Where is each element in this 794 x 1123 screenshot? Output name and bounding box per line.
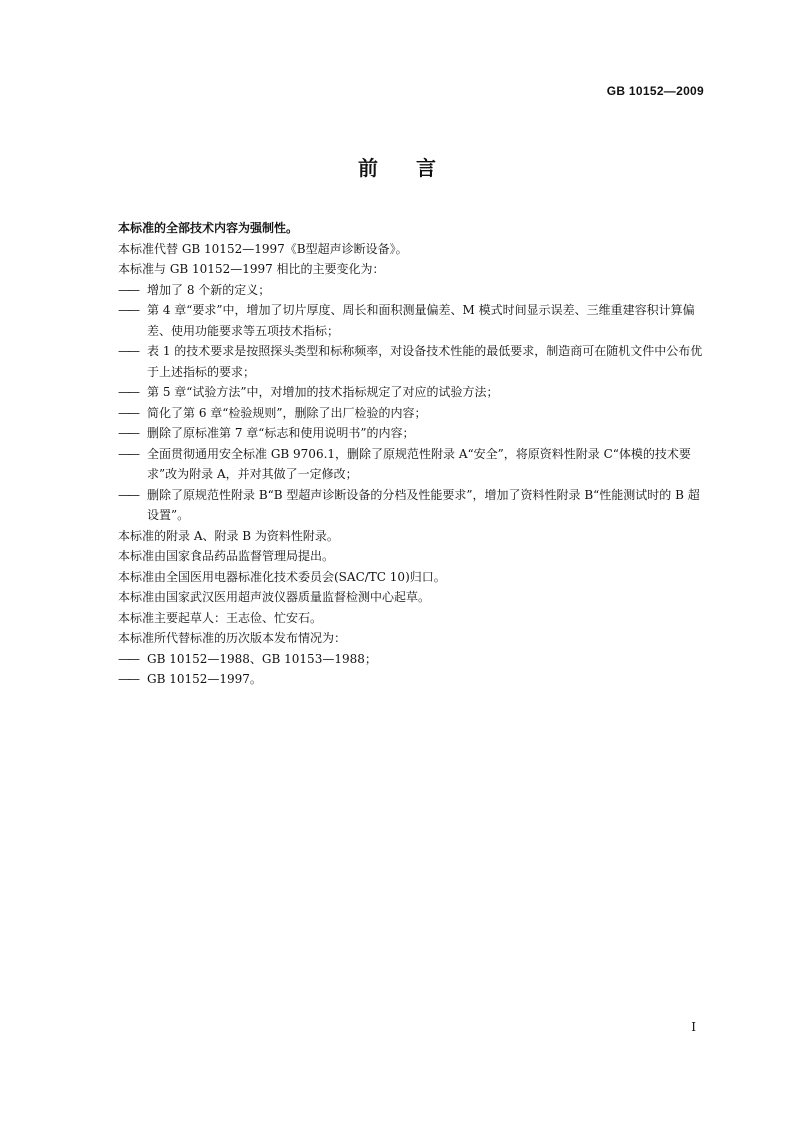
changes-intro: 本标准与 GB 10152—1997 相比的主要变化为： [118, 262, 385, 276]
dash-marker: —— [118, 344, 138, 358]
change-item-text: 增加了 8 个新的定义； [147, 282, 271, 297]
dash-marker: —— [118, 426, 138, 440]
change-item [118, 280, 710, 301]
history-item-text: GB 10152—1988、GB 10153—1988； [147, 651, 377, 666]
page-number: I [691, 1020, 696, 1034]
change-item-text: 删除了原标准第 7 章“标志和使用说明书”的内容； [147, 426, 415, 440]
change-item [118, 444, 710, 485]
dash-marker: —— [118, 651, 138, 666]
change-item-text: 简化了第 6 章“检验规则”，删除了出厂检验的内容； [147, 405, 427, 420]
history-item [118, 669, 710, 690]
page-title: 前言 [358, 156, 474, 180]
dash-marker: —— [118, 446, 138, 461]
change-item [118, 485, 710, 526]
change-item [118, 403, 710, 424]
drafter-org-statement: 本标准由国家武汉医用超声波仪器质量监督检测中心起草。 [118, 590, 431, 604]
dash-marker: —— [118, 487, 138, 502]
proposer-statement: 本标准由国家食品药品监督管理局提出。 [118, 549, 335, 563]
change-item [118, 341, 710, 382]
change-item-text: 全面贯彻通用安全标准 GB 9706.1，删除了原规范性附录 A“安全”，将原资料性附录 C“体模的技术要求”改为附录 A，并对其做了一定修改； [147, 446, 691, 481]
standard-code: GB 10152—2009 [606, 84, 704, 98]
centralized-statement: 本标准由全国医用电器标准化技术委员会(SAC/TC 10)归口。 [118, 569, 446, 584]
dash-marker: —— [118, 385, 138, 399]
change-item-text: 删除了原规范性附录 B“B 型超声诊断设备的分档及性能要求”，增加了资料性附录 B“性能测试时的 B 超设置”。 [147, 487, 700, 522]
change-item [118, 300, 710, 341]
change-item-text: 第 4 章“要求”中，增加了切片厚度、周长和面积测量偏差、M 模式时间显示误差、三维重建容积计算偏差、使用功能要求等五项技术指标； [147, 303, 695, 338]
dash-marker: —— [118, 405, 138, 420]
replacement-statement: 本标准代替 GB 10152—1997《B型超声诊断设备》。 [118, 241, 408, 256]
change-item [118, 423, 710, 444]
foreword-body [118, 218, 710, 690]
change-item-text: 表 1 的技术要求是按照探头类型和标称频率，对设备技术性能的最低要求，制造商可在随机文件中公布优于上述指标的要求； [147, 344, 703, 379]
change-item [118, 382, 710, 403]
history-intro: 本标准所代替标准的历次版本发布情况为： [118, 631, 347, 645]
history-item-text: GB 10152—1997。 [147, 672, 262, 686]
history-item [118, 649, 710, 670]
dash-marker: —— [118, 303, 138, 317]
dash-marker: —— [118, 282, 138, 297]
mandatory-statement: 本标准的全部技术内容为强制性。 [118, 221, 299, 235]
drafters-statement: 本标准主要起草人：王志俭、忙安石。 [118, 610, 323, 625]
annex-statement: 本标准的附录 A、附录 B 为资料性附录。 [118, 528, 339, 543]
dash-marker: —— [118, 672, 138, 686]
change-item-text: 第 5 章“试验方法”中，对增加的技术指标规定了对应的试验方法； [147, 385, 499, 399]
